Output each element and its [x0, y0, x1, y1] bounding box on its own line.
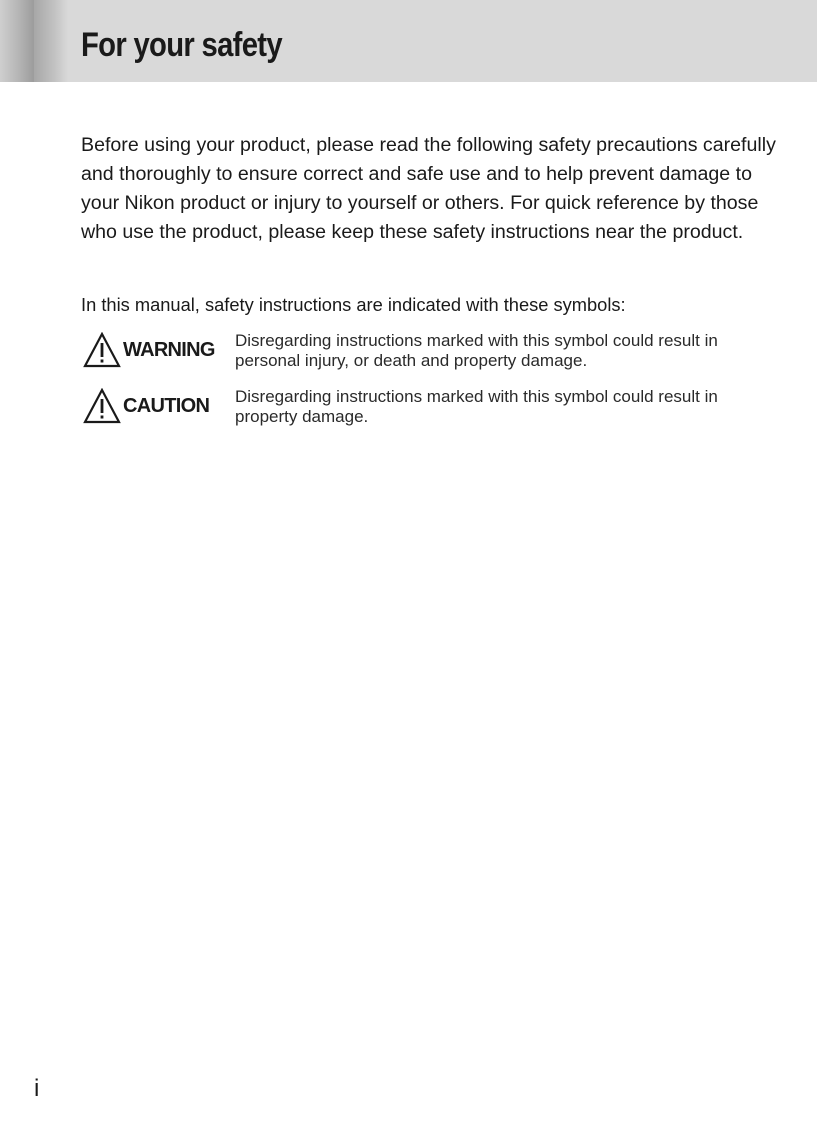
- caution-symbol-row: [83, 386, 783, 436]
- warning-description: Disregarding instructions marked with this symbol could result in personal injury, or death and property damage.: [235, 331, 718, 370]
- header-edge-tab: [0, 0, 34, 82]
- warning-symbol-row: [83, 330, 783, 380]
- warning-label: WARNING: [123, 338, 215, 361]
- page-title: For your safety: [81, 26, 282, 64]
- caution-label: CAUTION: [123, 394, 210, 417]
- caution-description: Disregarding instructions marked with this symbol could result in property damage.: [235, 387, 718, 426]
- page-number: i: [34, 1075, 40, 1102]
- header-edge-shade: [34, 0, 68, 82]
- warning-triangle-icon: [83, 332, 121, 368]
- warning-triangle-icon: [83, 388, 121, 424]
- symbols-intro: In this manual, safety instructions are indicated with these symbols:: [81, 294, 626, 315]
- caution-mark: [83, 386, 209, 426]
- intro-paragraph: Before using your product, please read the following safety precautions carefully and thoroughly to ensure correct and safe use and to help prevent damage to your Nikon product or injury to yourself or others. For quick reference by those who use the product, please keep these safety instructions near the product.: [81, 134, 776, 243]
- warning-mark: [83, 330, 215, 370]
